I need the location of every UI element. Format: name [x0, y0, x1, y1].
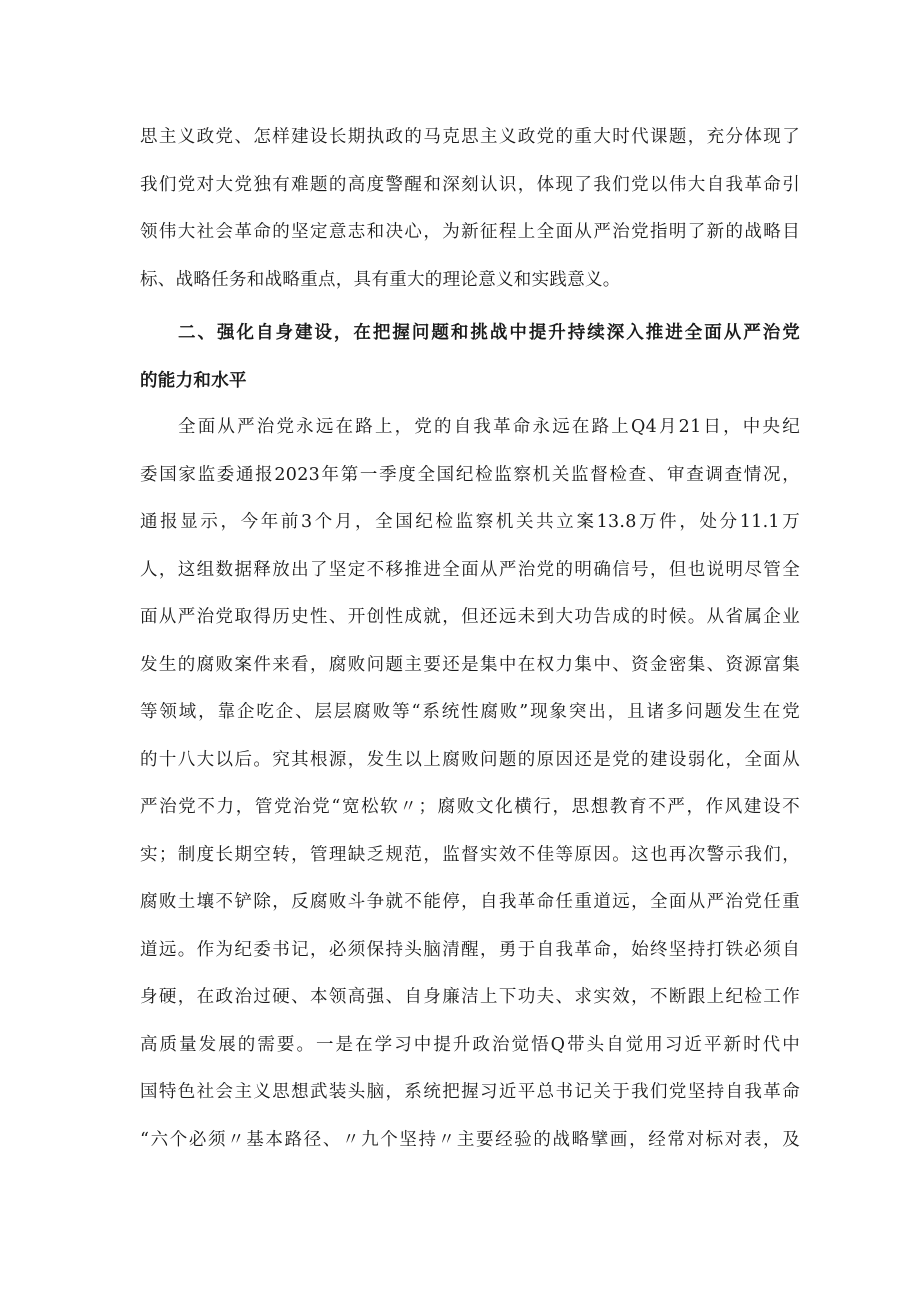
paragraph-line: 全面从严治党永远在路上，党的自我革命永远在路上Q4月21日，中央纪 — [178, 417, 800, 437]
paragraph-1 — [140, 114, 800, 304]
paragraph-line: 面从严治党取得历史性、开创性成就，但还远未到大功告成的时候。从省属企业 — [140, 607, 800, 627]
paragraph-line: 领伟大社会革命的坚定意志和决心，为新征程上全面从严治党指明了新的战略目 — [140, 222, 800, 242]
heading-line: 二、强化自身建设，在把握问题和挑战中提升持续深入推进全面从严治党 — [178, 323, 800, 343]
paragraph-line: 道远。作为纪委书记，必须保持头脑清醒，勇于自我革命，始终坚持打铁必须自 — [140, 939, 800, 960]
paragraph-line: 身硬，在政治过硬、本领高强、自身廉洁上下功夫、求实效，不断跟上纪检工作 — [140, 987, 800, 1007]
paragraph-line: 我们党对大党独有难题的高度警醒和深刻认识，体现了我们党以伟大自我革命引 — [140, 174, 800, 195]
paragraph-line: 委国家监委通报2023年第一季度全国纪检监察机关监督检查、审查调查情况， — [140, 464, 800, 485]
paragraph-line: 人，这组数据释放出了坚定不移推进全面从严治党的明确信号，但也说明尽管全 — [140, 559, 800, 580]
heading-line: 的能力和水平 — [140, 370, 247, 391]
paragraph-line: “六个必须〃基本路径、〃九个坚持〃主要经验的战略擘画，经常对标对表，及 — [140, 1129, 800, 1150]
paragraph-line: 等领域，靠企吃企、层层腐败等“系统性腐败”现象突出，且诸多问题发生在党 — [140, 702, 800, 722]
paragraph-line: 的十八大以后。究其根源，发生以上腐败问题的原因还是党的建设弱化，全面从 — [140, 749, 800, 770]
paragraph-line: 国特色社会主义思想武装头脑，系统把握习近平总书记关于我们党坚持自我革命 — [140, 1082, 800, 1102]
paragraph-line: 通报显示，今年前3个月，全国纪检监察机关共立案13.8万件，处分11.1万 — [140, 512, 800, 532]
paragraph-line: 实；制度长期空转，管理缺乏规范，监督实效不佳等原因。这也再次警示我们， — [140, 844, 800, 865]
paragraph-line: 腐败土壤不铲除，反腐败斗争就不能停，自我革命任重道远，全面从严治党任重 — [140, 892, 800, 912]
paragraph-line: 思主义政党、怎样建设长期执政的马克思主义政党的重大时代课题，充分体现了 — [140, 127, 800, 147]
paragraph-line: 严治党不力，管党治党“宽松软〃；腐败文化横行，思想教育不严，作风建设不 — [140, 797, 800, 817]
section-heading — [140, 310, 800, 405]
paragraph-line: 标、战略任务和战略重点，具有重大的理论意义和实践意义。 — [140, 269, 621, 290]
paragraph-line: 高质量发展的需要。一是在学习中提升政治觉悟Q带头自觉用习近平新时代中 — [140, 1034, 800, 1055]
paragraph-line: 发生的腐败案件来看，腐败问题主要还是集中在权力集中、资金密集、资源富集 — [140, 654, 800, 675]
paragraph-2 — [140, 404, 800, 1164]
